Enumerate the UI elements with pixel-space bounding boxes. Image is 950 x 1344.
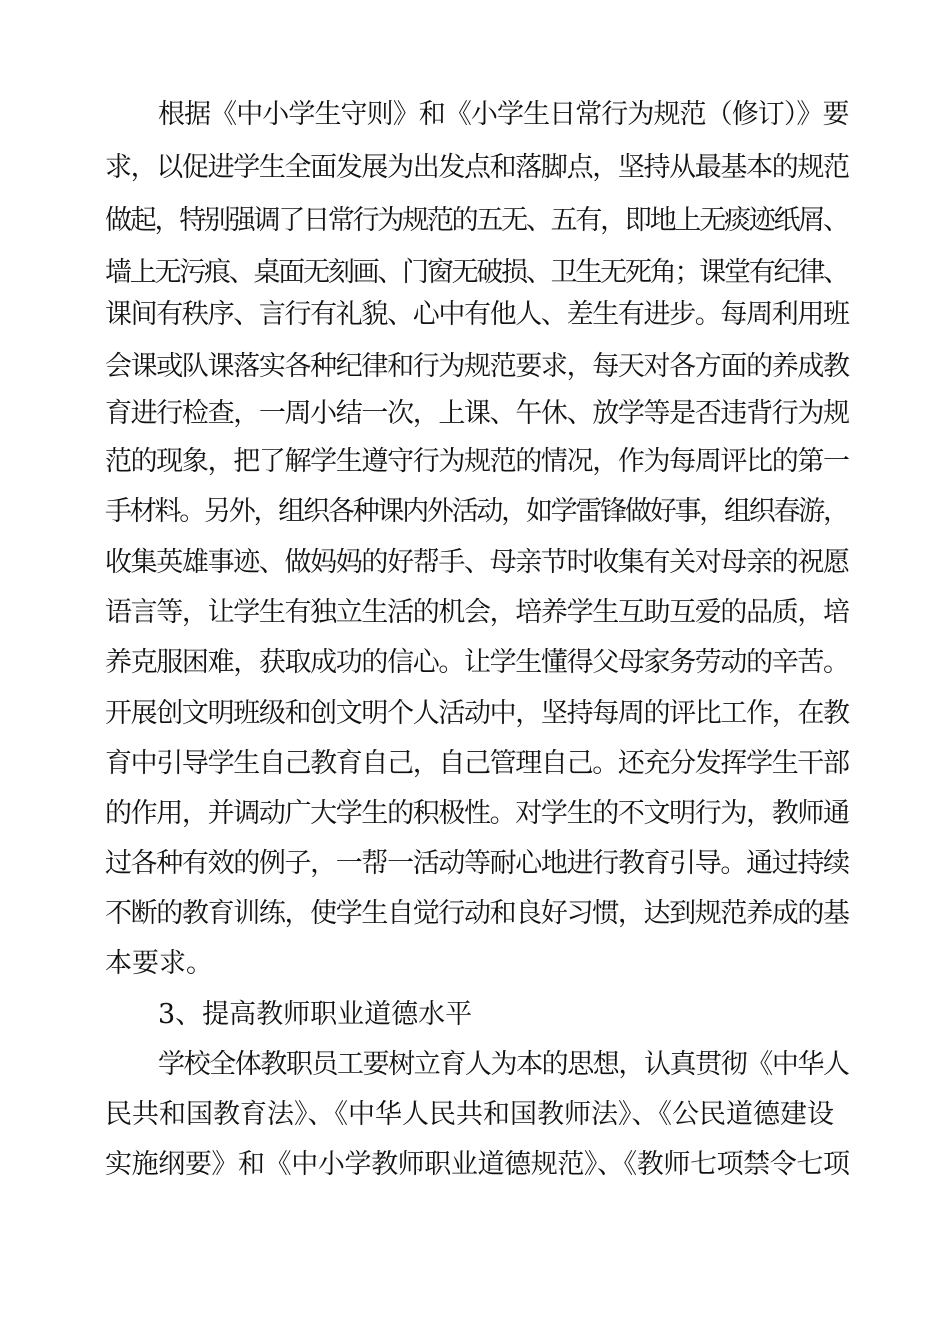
paragraph-1-line-12: 养克服困难，获取成功的信心。让学生懂得父母家务劳动的辛苦。: [105, 647, 849, 678]
paragraph-1-line-10: 收集英雄事迹、做妈妈的好帮手、母亲节时收集有关对母亲的祝愿: [105, 547, 849, 578]
paragraph-1-line-9: 手材料。另外，组织各种课内外活动，如学雷锋做好事，组织春游，: [105, 496, 848, 527]
paragraph-1-line-18: 本要求。: [105, 948, 213, 979]
paragraph-1-line-11: 语言等，让学生有独立生活的机会，培养学生互助互爱的品质，培: [105, 597, 849, 628]
paragraph-1-line-16: 过各种有效的例子，一帮一活动等耐心地进行教育引导。通过持续: [105, 848, 849, 879]
paragraph-1-line-14: 育中引导学生自己教育自己，自己管理自己。还充分发挥学生干部: [105, 748, 849, 779]
section-heading: 3、提高教师职业道德水平: [158, 999, 473, 1030]
paragraph-1-line-2: 求，以促进学生全面发展为出发点和落脚点，坚持从最基本的规范: [105, 152, 849, 183]
paragraph-1-line-1: 根据《中小学生守则》和《小学生日常行为规范（修订）》要: [158, 99, 849, 130]
paragraph-1-line-7: 育进行检查，一周小结一次，上课、午休、放学等是否违背行为规: [105, 398, 849, 429]
paragraph-2-line-1: 学校全体教职员工要树立育人为本的思想，认真贯彻《中华人: [158, 1049, 849, 1080]
paragraph-1-line-6: 会课或队课落实各种纪律和行为规范要求，每天对各方面的养成教: [105, 351, 849, 382]
paragraph-1-line-4: 墙上无污痕、桌面无刻画、门窗无破损、卫生无死角；课堂有纪律、: [105, 257, 848, 288]
paragraph-2-line-2: 民共和国教育法》、《中华人民共和国教师法》、《公民道德建设: [105, 1099, 834, 1130]
paragraph-1-line-5: 课间有秩序、言行有礼貌、心中有他人、差生有进步。每周利用班: [105, 299, 849, 330]
paragraph-1-line-13: 开展创文明班级和创文明个人活动中，坚持每周的评比工作，在教: [105, 698, 849, 729]
paragraph-1-line-8: 范的现象，把了解学生遵守行为规范的情况，作为每周评比的第一: [105, 446, 849, 477]
paragraph-1-line-15: 的作用，并调动广大学生的积极性。对学生的不文明行为，教师通: [105, 798, 849, 829]
paragraph-2-line-3: 实施纲要》和《中小学教师职业道德规范》、《教师七项禁令七项: [105, 1149, 850, 1180]
paragraph-1-line-17: 不断的教育训练，使学生自觉行动和良好习惯，达到规范养成的基: [105, 898, 849, 929]
paragraph-1-line-3: 做起，特别强调了日常行为规范的五无、五有，即地上无痰迹纸屑、: [105, 205, 848, 236]
